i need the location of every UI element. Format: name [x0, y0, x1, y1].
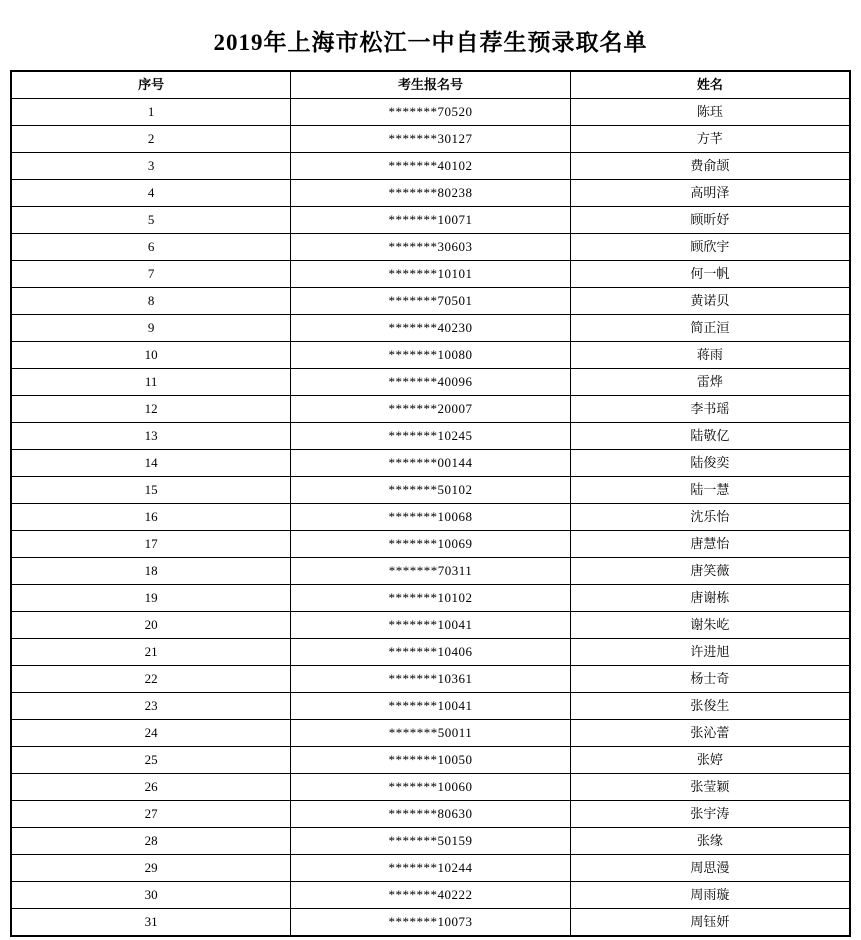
name-cell: 费俞颉: [570, 153, 850, 180]
serial-number-cell: 24: [11, 720, 291, 747]
serial-number-cell: 20: [11, 612, 291, 639]
serial-number-cell: 6: [11, 234, 291, 261]
table-row: [11, 396, 850, 423]
serial-number-cell: 25: [11, 747, 291, 774]
registration-number-cell: *******30127: [291, 126, 571, 153]
table-row: [11, 531, 850, 558]
serial-number-cell: 19: [11, 585, 291, 612]
name-cell: 张宇涛: [570, 801, 850, 828]
serial-number-cell: 11: [11, 369, 291, 396]
name-cell: 陆一慧: [570, 477, 850, 504]
serial-number-cell: 30: [11, 882, 291, 909]
table-row: [11, 828, 850, 855]
name-cell: 顾昕妤: [570, 207, 850, 234]
registration-number-cell: *******10244: [291, 855, 571, 882]
registration-number-cell: *******50102: [291, 477, 571, 504]
column-header-name: 姓名: [570, 71, 850, 99]
name-cell: 顾欣宇: [570, 234, 850, 261]
name-cell: 周雨璇: [570, 882, 850, 909]
table-body: [11, 99, 850, 937]
serial-number-cell: 12: [11, 396, 291, 423]
table-row: [11, 801, 850, 828]
name-cell: 黄诺贝: [570, 288, 850, 315]
name-cell: 张缘: [570, 828, 850, 855]
table-row: [11, 315, 850, 342]
registration-number-cell: *******20007: [291, 396, 571, 423]
table-row: [11, 774, 850, 801]
registration-number-cell: *******40102: [291, 153, 571, 180]
registration-number-cell: *******10101: [291, 261, 571, 288]
serial-number-cell: 14: [11, 450, 291, 477]
name-cell: 陆俊奕: [570, 450, 850, 477]
name-cell: 蒋雨: [570, 342, 850, 369]
registration-number-cell: *******10060: [291, 774, 571, 801]
table-row: [11, 126, 850, 153]
name-cell: 沈乐怡: [570, 504, 850, 531]
table-row: [11, 234, 850, 261]
serial-number-cell: 3: [11, 153, 291, 180]
serial-number-cell: 26: [11, 774, 291, 801]
column-header-serial-number: 序号: [11, 71, 291, 99]
registration-number-cell: *******80238: [291, 180, 571, 207]
admission-table: [10, 70, 851, 937]
table-row: [11, 612, 850, 639]
registration-number-cell: *******10041: [291, 693, 571, 720]
name-cell: 何一帆: [570, 261, 850, 288]
serial-number-cell: 16: [11, 504, 291, 531]
table-row: [11, 855, 850, 882]
name-cell: 唐笑薇: [570, 558, 850, 585]
registration-number-cell: *******00144: [291, 450, 571, 477]
name-cell: 李书瑶: [570, 396, 850, 423]
name-cell: 周钰妍: [570, 909, 850, 937]
registration-number-cell: *******50159: [291, 828, 571, 855]
name-cell: 唐慧怡: [570, 531, 850, 558]
name-cell: 唐谢栋: [570, 585, 850, 612]
serial-number-cell: 15: [11, 477, 291, 504]
name-cell: 陈珏: [570, 99, 850, 126]
serial-number-cell: 13: [11, 423, 291, 450]
table-row: [11, 558, 850, 585]
table-row: [11, 882, 850, 909]
registration-number-cell: *******10361: [291, 666, 571, 693]
registration-number-cell: *******50011: [291, 720, 571, 747]
table-row: [11, 639, 850, 666]
name-cell: 张沁蕾: [570, 720, 850, 747]
name-cell: 谢朱屹: [570, 612, 850, 639]
name-cell: 方芊: [570, 126, 850, 153]
registration-number-cell: *******10102: [291, 585, 571, 612]
serial-number-cell: 18: [11, 558, 291, 585]
registration-number-cell: *******40230: [291, 315, 571, 342]
registration-number-cell: *******30603: [291, 234, 571, 261]
name-cell: 许进旭: [570, 639, 850, 666]
registration-number-cell: *******70501: [291, 288, 571, 315]
table-row: [11, 693, 850, 720]
name-cell: 简正洹: [570, 315, 850, 342]
serial-number-cell: 1: [11, 99, 291, 126]
name-cell: 雷烨: [570, 369, 850, 396]
registration-number-cell: *******10406: [291, 639, 571, 666]
serial-number-cell: 21: [11, 639, 291, 666]
registration-number-cell: *******10080: [291, 342, 571, 369]
table-row: [11, 342, 850, 369]
table-row: [11, 666, 850, 693]
registration-number-cell: *******40222: [291, 882, 571, 909]
registration-number-cell: *******10050: [291, 747, 571, 774]
serial-number-cell: 2: [11, 126, 291, 153]
serial-number-cell: 23: [11, 693, 291, 720]
table-row: [11, 261, 850, 288]
registration-number-cell: *******10069: [291, 531, 571, 558]
serial-number-cell: 17: [11, 531, 291, 558]
serial-number-cell: 29: [11, 855, 291, 882]
table-row: [11, 180, 850, 207]
name-cell: 陆敬亿: [570, 423, 850, 450]
table-row: [11, 585, 850, 612]
registration-number-cell: *******10073: [291, 909, 571, 937]
table-row: [11, 477, 850, 504]
table-row: [11, 504, 850, 531]
table-row: [11, 747, 850, 774]
table-row: [11, 99, 850, 126]
registration-number-cell: *******70311: [291, 558, 571, 585]
table-header-row: [11, 71, 850, 99]
name-cell: 张俊生: [570, 693, 850, 720]
table-row: [11, 720, 850, 747]
name-cell: 张婷: [570, 747, 850, 774]
serial-number-cell: 5: [11, 207, 291, 234]
serial-number-cell: 7: [11, 261, 291, 288]
table-row: [11, 450, 850, 477]
registration-number-cell: *******10041: [291, 612, 571, 639]
registration-number-cell: *******70520: [291, 99, 571, 126]
registration-number-cell: *******40096: [291, 369, 571, 396]
serial-number-cell: 9: [11, 315, 291, 342]
name-cell: 杨士奇: [570, 666, 850, 693]
table-row: [11, 369, 850, 396]
table-row: [11, 423, 850, 450]
name-cell: 周思漫: [570, 855, 850, 882]
registration-number-cell: *******10068: [291, 504, 571, 531]
serial-number-cell: 27: [11, 801, 291, 828]
serial-number-cell: 22: [11, 666, 291, 693]
serial-number-cell: 8: [11, 288, 291, 315]
registration-number-cell: *******80630: [291, 801, 571, 828]
column-header-registration-number: 考生报名号: [291, 71, 571, 99]
serial-number-cell: 10: [11, 342, 291, 369]
name-cell: 高明泽: [570, 180, 850, 207]
name-cell: 张莹颖: [570, 774, 850, 801]
table-row: [11, 207, 850, 234]
serial-number-cell: 4: [11, 180, 291, 207]
serial-number-cell: 31: [11, 909, 291, 937]
table-row: [11, 288, 850, 315]
registration-number-cell: *******10071: [291, 207, 571, 234]
registration-number-cell: *******10245: [291, 423, 571, 450]
table-row: [11, 153, 850, 180]
serial-number-cell: 28: [11, 828, 291, 855]
table-row: [11, 909, 850, 937]
page-title: 2019年上海市松江一中自荐生预录取名单: [213, 30, 648, 55]
